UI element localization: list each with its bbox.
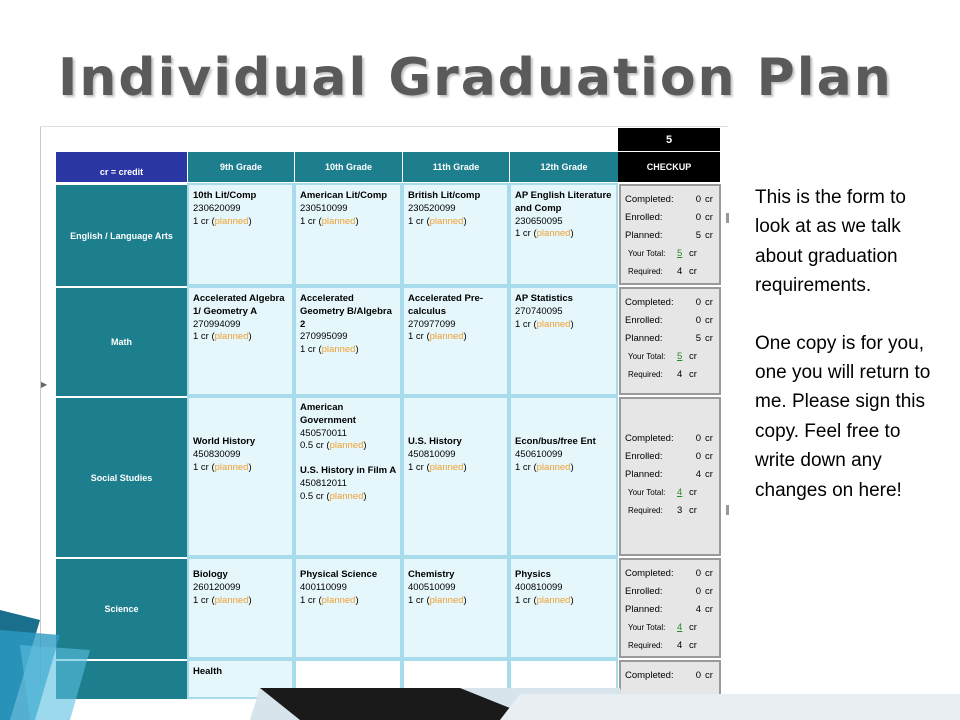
course-entry bbox=[193, 293, 289, 344]
checkup-value[interactable]: 5 bbox=[677, 350, 683, 362]
checkup-label: Required: bbox=[628, 369, 663, 379]
course-code: 270994099 bbox=[193, 318, 241, 330]
course-name: American Government bbox=[300, 402, 356, 426]
credit-close: ) bbox=[570, 461, 574, 473]
checkup-unit: cr bbox=[705, 211, 713, 223]
planned-status: planned bbox=[429, 461, 464, 473]
course-credit bbox=[515, 228, 613, 241]
course-cell[interactable] bbox=[509, 557, 618, 659]
checkup-unit: cr bbox=[689, 621, 697, 633]
course-entry bbox=[300, 453, 397, 503]
planned-status: planned bbox=[214, 594, 249, 606]
planned-status: planned bbox=[321, 344, 356, 356]
course-code: 230650095 bbox=[515, 215, 563, 227]
course-credit bbox=[300, 491, 397, 504]
course-entry bbox=[515, 569, 613, 607]
course-name: U.S. History bbox=[408, 436, 462, 447]
course-name: U.S. History in Film A bbox=[300, 465, 397, 477]
course-credit bbox=[408, 595, 504, 608]
checkup-value: 0 bbox=[695, 450, 701, 462]
course-name: Econ/bus/free Ent bbox=[515, 436, 596, 447]
checkup-unit: cr bbox=[705, 603, 713, 615]
course-code: 230620099 bbox=[193, 202, 241, 214]
checkup-value: 4 bbox=[677, 639, 683, 651]
course-cell[interactable] bbox=[294, 183, 402, 286]
credit-amount: 1 cr ( bbox=[300, 594, 322, 606]
course-entry bbox=[193, 569, 289, 607]
checkup-your-total-row bbox=[625, 483, 715, 501]
credit-close: ) bbox=[363, 440, 367, 452]
expand-arrow-icon[interactable]: ▶ bbox=[41, 380, 48, 389]
checkup-enrolled-row bbox=[625, 208, 715, 226]
checkup-cell bbox=[619, 397, 721, 556]
course-entry bbox=[300, 402, 397, 453]
course-cell[interactable] bbox=[402, 286, 509, 396]
course-code: 400110099 bbox=[300, 581, 347, 593]
course-cell[interactable] bbox=[187, 557, 294, 659]
course-name: Physical Science bbox=[300, 569, 378, 580]
checkup-label: Planned: bbox=[625, 332, 663, 344]
checkup-value: 0 bbox=[695, 193, 701, 205]
credit-amount: 1 cr ( bbox=[193, 594, 215, 606]
scroll-marker bbox=[726, 505, 729, 515]
frame-border bbox=[40, 126, 728, 127]
checkup-unit: cr bbox=[689, 265, 697, 277]
checkup-cell bbox=[619, 287, 721, 395]
course-name: AP English Literature and Comp bbox=[515, 190, 612, 214]
checkup-value: 4 bbox=[677, 265, 683, 277]
credit-amount: 1 cr ( bbox=[193, 461, 215, 473]
course-credit bbox=[408, 331, 504, 344]
checkup-label: Enrolled: bbox=[625, 211, 663, 223]
course-entry bbox=[408, 569, 504, 607]
course-entry bbox=[515, 436, 613, 474]
checkup-planned-row bbox=[625, 465, 715, 483]
credit-amount: 1 cr ( bbox=[408, 215, 430, 227]
grade-column-header: 9th Grade bbox=[187, 152, 294, 182]
slide-note bbox=[755, 183, 935, 533]
checkup-unit: cr bbox=[689, 504, 697, 516]
planned-status: planned bbox=[536, 228, 571, 240]
course-credit bbox=[193, 331, 289, 344]
course-entry bbox=[515, 190, 613, 241]
checkup-cell bbox=[619, 558, 721, 658]
checkup-unit: cr bbox=[705, 193, 713, 205]
planned-status: planned bbox=[536, 594, 571, 606]
checkup-label: Completed: bbox=[625, 296, 674, 308]
checkup-value: 0 bbox=[695, 211, 701, 223]
course-cell[interactable] bbox=[402, 396, 509, 557]
credit-amount: 1 cr ( bbox=[515, 594, 537, 606]
credit-close: ) bbox=[463, 331, 467, 343]
course-credit bbox=[193, 595, 289, 608]
checkup-enrolled-row bbox=[625, 447, 715, 465]
course-name: Health bbox=[193, 666, 223, 677]
planned-status: planned bbox=[214, 331, 249, 343]
credit-amount: 0.5 cr ( bbox=[300, 490, 330, 502]
course-credit bbox=[193, 216, 289, 229]
checkup-value: 3 bbox=[677, 504, 683, 516]
planned-status: planned bbox=[214, 215, 249, 227]
course-entry bbox=[300, 569, 397, 607]
course-name: AP Statistics bbox=[515, 293, 573, 304]
checkup-unit: cr bbox=[689, 639, 697, 651]
course-code: 270995099 bbox=[300, 331, 348, 343]
checkup-label: Planned: bbox=[625, 603, 663, 615]
checkup-planned-row bbox=[625, 329, 715, 347]
checkup-label: Required: bbox=[628, 640, 663, 650]
credit-amount: 1 cr ( bbox=[408, 594, 430, 606]
course-credit bbox=[515, 595, 613, 608]
subject-label: Social Studies bbox=[56, 396, 187, 557]
subject-label: English / Language Arts bbox=[56, 183, 187, 286]
course-name: World History bbox=[193, 436, 256, 447]
checkup-required-row bbox=[625, 501, 715, 519]
checkup-unit: cr bbox=[705, 314, 713, 326]
checkup-value: 4 bbox=[677, 368, 683, 380]
checkup-label: Your Total: bbox=[628, 351, 666, 361]
course-credit bbox=[515, 462, 613, 475]
credit-close: ) bbox=[355, 594, 359, 606]
course-code: 260120099 bbox=[193, 581, 241, 593]
note-paragraph: This is the form to look at as we talk about graduation requirements. bbox=[755, 187, 906, 297]
slide-decoration bbox=[0, 590, 130, 720]
checkup-label: Required: bbox=[628, 505, 663, 515]
credit-amount: 1 cr ( bbox=[408, 331, 430, 343]
checkup-cell bbox=[619, 184, 721, 285]
checkup-completed-row bbox=[625, 564, 715, 582]
checkup-completed-row bbox=[625, 293, 715, 311]
grade-column-header: 10th Grade bbox=[294, 152, 402, 182]
planned-status: planned bbox=[321, 594, 356, 606]
course-cell[interactable] bbox=[187, 396, 294, 557]
planned-status: planned bbox=[329, 440, 364, 452]
checkup-label: Required: bbox=[628, 266, 663, 276]
planned-status: planned bbox=[536, 461, 571, 473]
credit-close: ) bbox=[248, 331, 252, 343]
planned-status: planned bbox=[321, 215, 356, 227]
course-code: 450570011 bbox=[300, 427, 347, 439]
grade-column-header: 11th Grade bbox=[402, 152, 509, 182]
course-name: Chemistry bbox=[408, 569, 455, 580]
checkup-unit: cr bbox=[705, 229, 713, 241]
checkup-unit: cr bbox=[689, 486, 697, 498]
credit-close: ) bbox=[463, 461, 467, 473]
course-code: 450830099 bbox=[193, 448, 241, 460]
checkup-label: Your Total: bbox=[628, 622, 666, 632]
checkup-enrolled-row bbox=[625, 311, 715, 329]
course-credit bbox=[193, 462, 289, 475]
checkup-unit: cr bbox=[705, 332, 713, 344]
course-name: 10th Lit/Comp bbox=[193, 190, 257, 201]
planned-status: planned bbox=[429, 215, 464, 227]
checkup-unit: cr bbox=[689, 247, 697, 259]
checkup-value: 0 bbox=[695, 314, 701, 326]
credit-close: ) bbox=[355, 215, 359, 227]
course-credit bbox=[300, 216, 397, 229]
checkup-value: 0 bbox=[695, 669, 701, 681]
planned-status: planned bbox=[329, 490, 364, 502]
checkup-enrolled-row bbox=[625, 582, 715, 600]
course-entry bbox=[408, 190, 504, 228]
checkup-unit: cr bbox=[705, 468, 713, 480]
credit-close: ) bbox=[248, 461, 252, 473]
checkup-value: 4 bbox=[695, 603, 701, 615]
checkup-unit: cr bbox=[705, 585, 713, 597]
credit-close: ) bbox=[248, 215, 252, 227]
checkup-unit: cr bbox=[705, 450, 713, 462]
credit-amount: 1 cr ( bbox=[300, 344, 322, 356]
course-code: 230520099 bbox=[408, 202, 456, 214]
course-cell[interactable] bbox=[187, 286, 294, 396]
course-name: Biology bbox=[193, 569, 228, 580]
course-entry bbox=[193, 436, 289, 474]
course-code: 270740095 bbox=[515, 305, 563, 317]
course-entry bbox=[408, 436, 504, 474]
checkup-header: CHECKUP bbox=[618, 152, 720, 182]
checkup-value: 5 bbox=[695, 229, 701, 241]
checkup-value[interactable]: 5 bbox=[677, 247, 683, 259]
course-code: 400810099 bbox=[515, 581, 563, 593]
spacer bbox=[300, 453, 397, 465]
credit-close: ) bbox=[570, 228, 574, 240]
credit-key-header: cr = credit bbox=[56, 152, 187, 182]
checkup-label: Your Total: bbox=[628, 487, 666, 497]
checkup-unit: cr bbox=[689, 350, 697, 362]
checkup-completed-row bbox=[625, 429, 715, 447]
grade-column-header: 12th Grade bbox=[509, 152, 618, 182]
checkup-unit: cr bbox=[705, 567, 713, 579]
checkup-value: 5 bbox=[695, 332, 701, 344]
course-entry bbox=[193, 666, 289, 679]
course-code: 450812011 bbox=[300, 477, 347, 489]
course-entry bbox=[193, 190, 289, 228]
credit-amount: 1 cr ( bbox=[515, 461, 537, 473]
checkup-unit: cr bbox=[705, 432, 713, 444]
course-cell[interactable] bbox=[402, 557, 509, 659]
course-name: Physics bbox=[515, 569, 551, 580]
course-cell[interactable] bbox=[294, 396, 402, 557]
checkup-required-row bbox=[625, 262, 715, 280]
checkup-required-row bbox=[625, 365, 715, 383]
credit-close: ) bbox=[363, 490, 367, 502]
course-credit bbox=[300, 440, 397, 453]
course-credit bbox=[408, 216, 504, 229]
course-cell[interactable] bbox=[509, 183, 618, 286]
credit-amount: 1 cr ( bbox=[193, 215, 215, 227]
course-cell[interactable] bbox=[509, 286, 618, 396]
course-credit bbox=[300, 344, 397, 357]
course-cell[interactable] bbox=[509, 396, 618, 557]
checkup-label: Completed: bbox=[625, 669, 674, 681]
subject-label: Science bbox=[56, 557, 187, 659]
course-entry bbox=[515, 293, 613, 331]
credit-amount: 1 cr ( bbox=[300, 215, 322, 227]
slide-title: Individual Graduation Plan bbox=[58, 48, 893, 108]
checkup-label: Completed: bbox=[625, 193, 674, 205]
checkup-label: Your Total: bbox=[628, 248, 666, 258]
course-entry bbox=[300, 293, 397, 357]
course-name: Accelerated Pre-calculus bbox=[408, 293, 483, 317]
slide-decoration bbox=[200, 680, 960, 720]
checkup-your-total-row bbox=[625, 347, 715, 365]
course-code: 450610099 bbox=[515, 448, 563, 460]
checkup-label: Planned: bbox=[625, 468, 663, 480]
credit-amount: 1 cr ( bbox=[515, 228, 537, 240]
checkup-label: Enrolled: bbox=[625, 450, 663, 462]
page-counter: 5 bbox=[618, 128, 720, 151]
credit-close: ) bbox=[570, 594, 574, 606]
checkup-unit: cr bbox=[705, 296, 713, 308]
course-code: 230510099 bbox=[300, 202, 348, 214]
checkup-your-total-row bbox=[625, 244, 715, 262]
planned-status: planned bbox=[429, 331, 464, 343]
checkup-completed-row bbox=[625, 190, 715, 208]
credit-amount: 1 cr ( bbox=[408, 461, 430, 473]
checkup-label: Completed: bbox=[625, 432, 674, 444]
checkup-label: Completed: bbox=[625, 567, 674, 579]
subject-label: Math bbox=[56, 286, 187, 396]
credit-close: ) bbox=[248, 594, 252, 606]
scroll-marker bbox=[726, 213, 729, 223]
checkup-planned-row bbox=[625, 226, 715, 244]
checkup-label: Enrolled: bbox=[625, 314, 663, 326]
credit-amount: 1 cr ( bbox=[193, 331, 215, 343]
course-code: 400510099 bbox=[408, 581, 456, 593]
credit-close: ) bbox=[463, 215, 467, 227]
checkup-your-total-row bbox=[625, 618, 715, 636]
checkup-required-row bbox=[625, 636, 715, 654]
checkup-value[interactable]: 4 bbox=[677, 621, 683, 633]
course-name: American Lit/Comp bbox=[300, 190, 388, 201]
checkup-unit: cr bbox=[705, 669, 713, 681]
planned-status: planned bbox=[214, 461, 249, 473]
course-cell[interactable] bbox=[402, 183, 509, 286]
course-credit bbox=[515, 319, 613, 332]
course-name: Accelerated Algebra 1/ Geometry A bbox=[193, 293, 285, 317]
note-paragraph: One copy is for you, one you will return to me. Please sign this copy. Feel free to write down any changes on here! bbox=[755, 332, 931, 501]
checkup-value: 4 bbox=[695, 468, 701, 480]
course-cell[interactable] bbox=[294, 557, 402, 659]
checkup-value[interactable]: 4 bbox=[677, 486, 683, 498]
course-entry bbox=[300, 190, 397, 228]
planned-status: planned bbox=[429, 594, 464, 606]
course-name: Accelerated Geometry B/Algebra 2 bbox=[300, 293, 392, 330]
checkup-value: 0 bbox=[695, 432, 701, 444]
checkup-label: Planned: bbox=[625, 229, 663, 241]
course-cell[interactable] bbox=[294, 286, 402, 396]
credit-close: ) bbox=[355, 344, 359, 356]
course-code: 270977099 bbox=[408, 318, 456, 330]
checkup-unit: cr bbox=[689, 368, 697, 380]
course-credit bbox=[300, 595, 397, 608]
planned-status: planned bbox=[536, 318, 571, 330]
checkup-label: Enrolled: bbox=[625, 585, 663, 597]
course-entry bbox=[408, 293, 504, 344]
checkup-planned-row bbox=[625, 600, 715, 618]
credit-amount: 1 cr ( bbox=[515, 318, 537, 330]
course-name: British Lit/comp bbox=[408, 190, 481, 201]
credit-close: ) bbox=[463, 594, 467, 606]
checkup-value: 0 bbox=[695, 567, 701, 579]
credit-amount: 0.5 cr ( bbox=[300, 440, 330, 452]
checkup-value: 0 bbox=[695, 585, 701, 597]
credit-close: ) bbox=[570, 318, 574, 330]
course-credit bbox=[408, 462, 504, 475]
course-code: 450810099 bbox=[408, 448, 456, 460]
course-cell[interactable] bbox=[187, 183, 294, 286]
checkup-value: 0 bbox=[695, 296, 701, 308]
